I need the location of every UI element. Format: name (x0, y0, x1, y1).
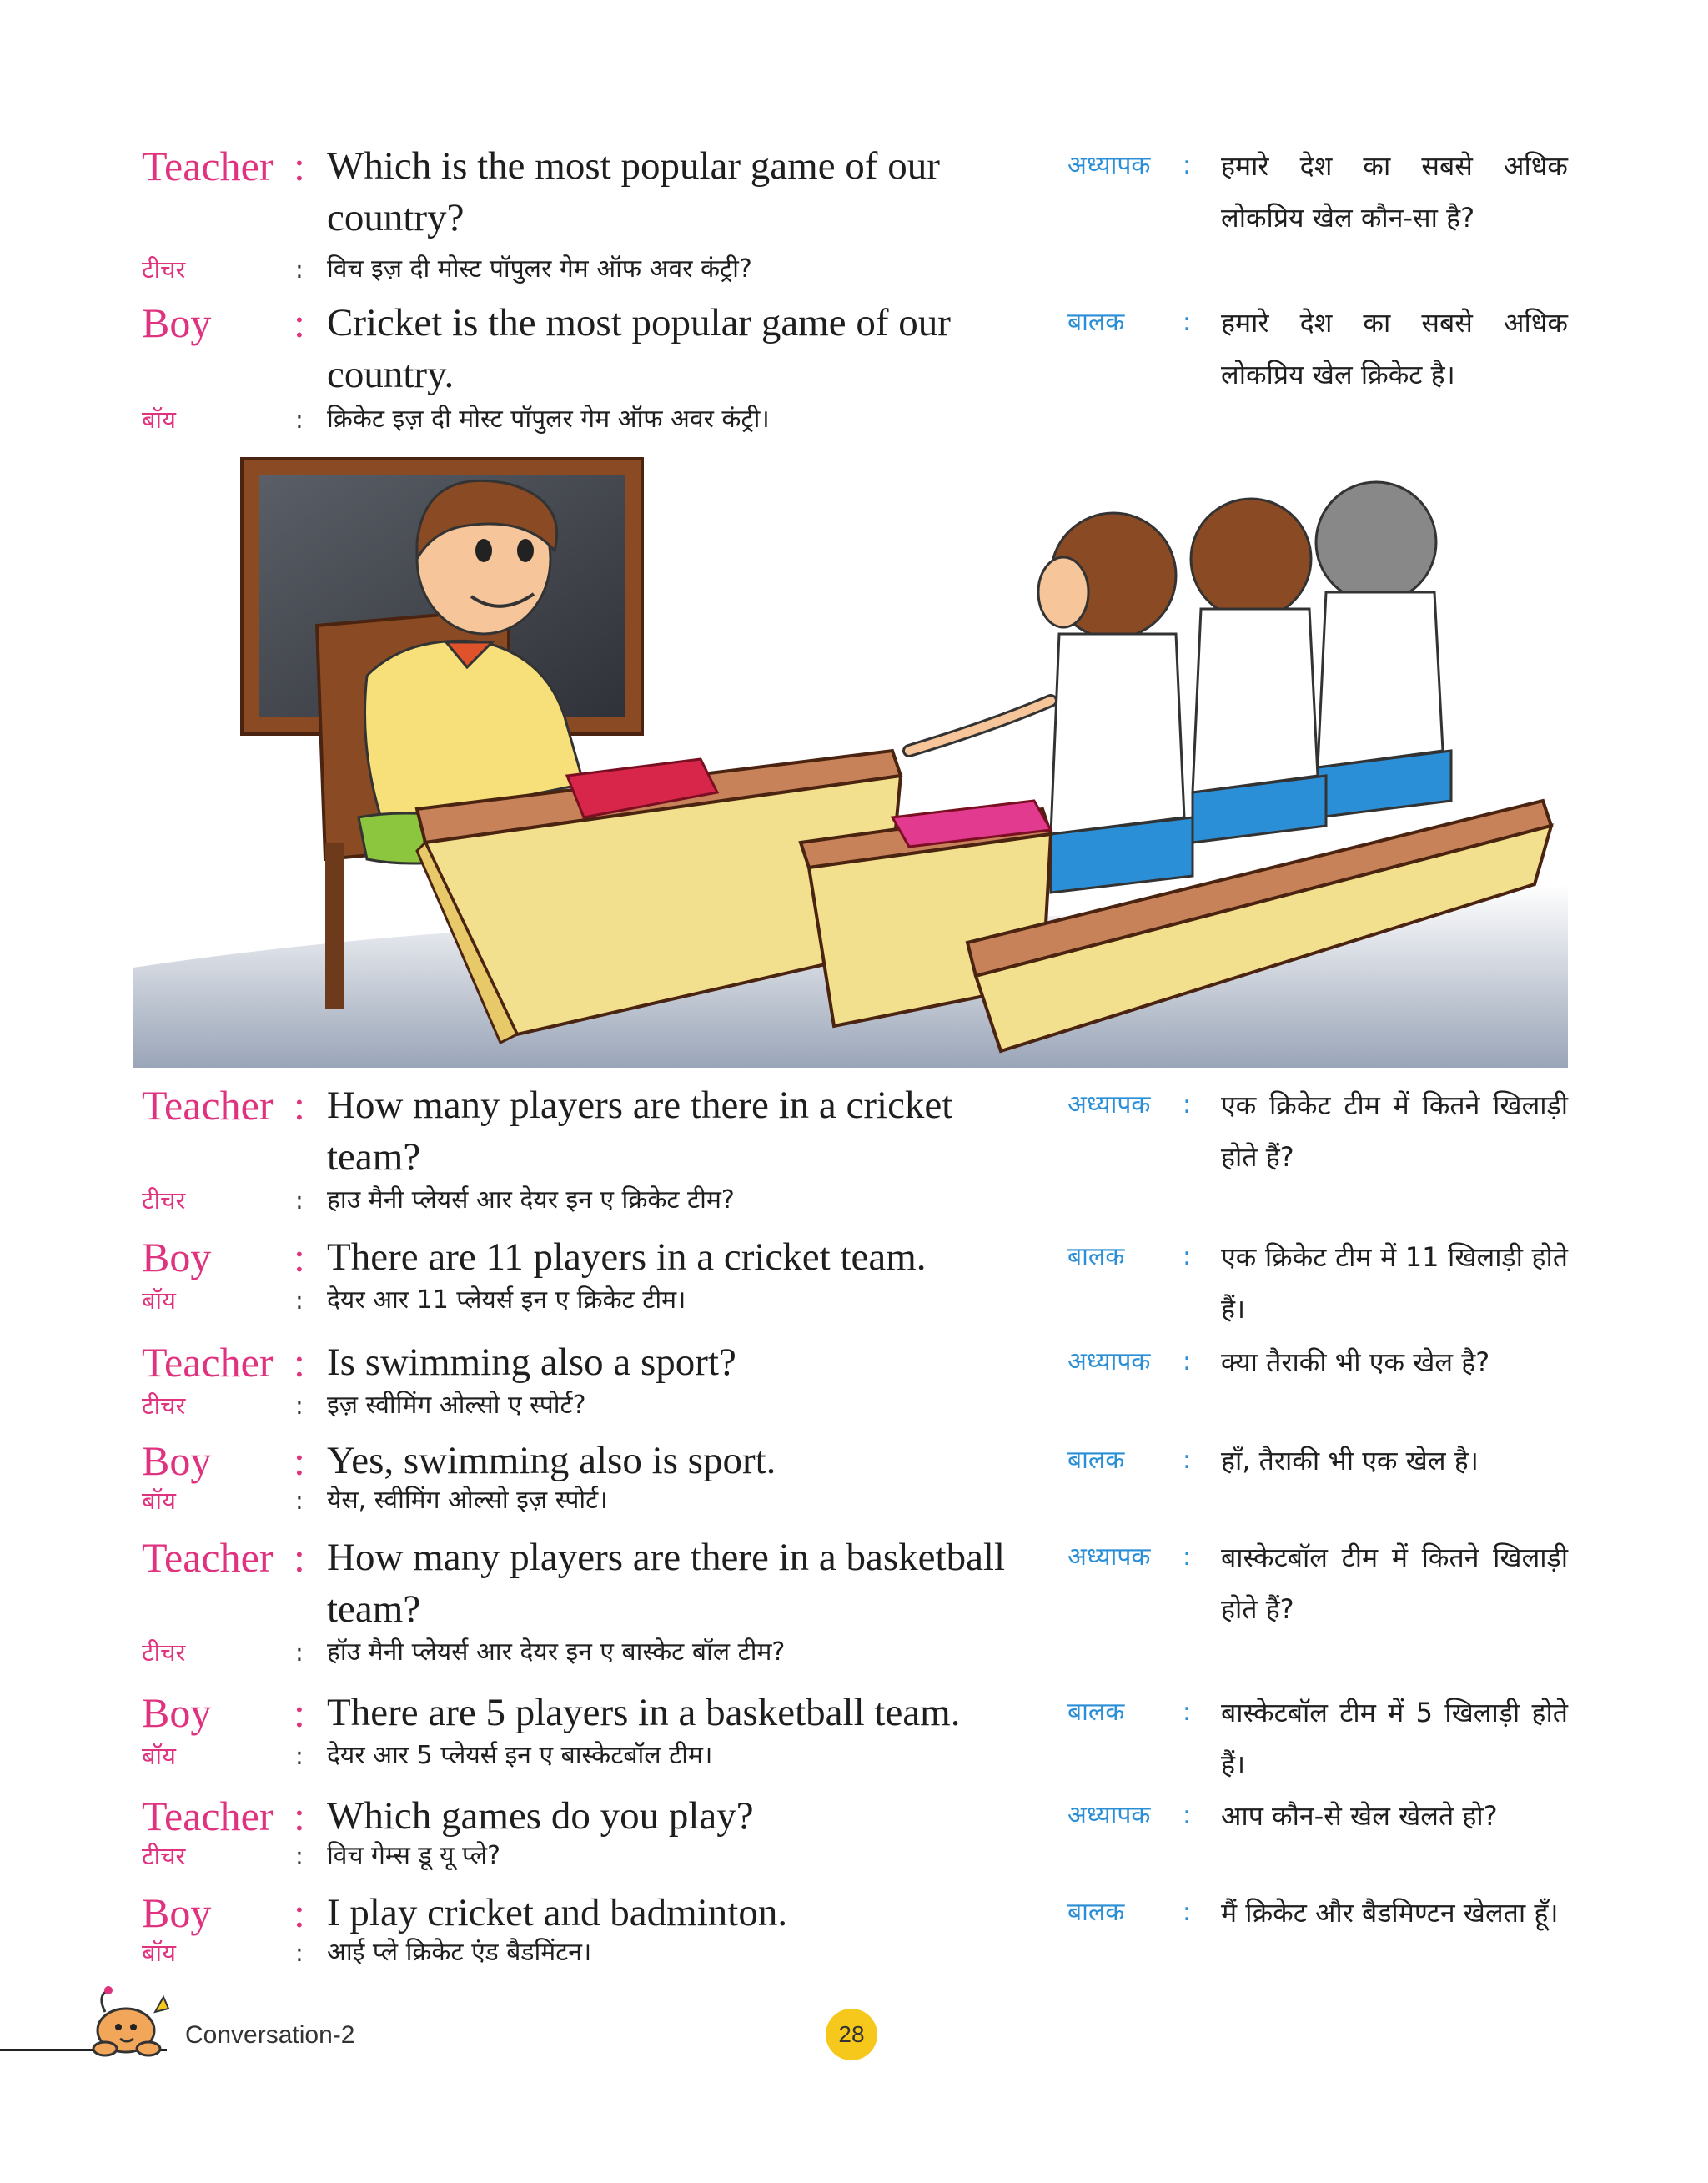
hindi-speaker-label: टीचर (142, 1391, 186, 1420)
hindi-translation: हमारे देश का सबसे अधिक लोकप्रिय खेल कौन-सा है? (1221, 150, 1568, 234)
hindi-speaker-label: टीचर (142, 1842, 186, 1870)
colon: : (294, 1339, 305, 1386)
speaker-label: Boy (142, 299, 212, 346)
speaker-label: Teacher (142, 1534, 274, 1581)
transliteration-line: देयर आर 5 प्लेयर्स इन ए बास्केटबॉल टीम। (327, 1741, 713, 1770)
footer-chapter-title: Conversation-2 (185, 2021, 355, 2049)
colon: : (294, 1889, 305, 1936)
right-speaker-label: अध्यापक (1068, 1801, 1151, 1830)
colon: : (294, 1534, 305, 1581)
speaker-label: Teacher (142, 1339, 274, 1386)
colon: : (294, 1793, 305, 1839)
colon: : (295, 1391, 304, 1420)
colon: : (295, 405, 304, 434)
transliteration-line: विच गेम्स डू यू प्ले? (327, 1841, 501, 1870)
colon: : (1183, 1242, 1192, 1271)
hindi-translation: एक क्रिकेट टीम में कितने खिलाड़ी होते हैं? (1221, 1089, 1568, 1173)
right-speaker-label: अध्यापक (1068, 1090, 1151, 1119)
hindi-translation: मैं क्रिकेट और बैडमिण्टन खेलता हूँ। (1221, 1897, 1559, 1929)
hindi-translation: बास्केटबॉल टीम में कितने खिलाड़ी होते हैं? (1221, 1542, 1568, 1625)
colon: : (295, 1742, 304, 1770)
right-speaker-label: बालक (1068, 1242, 1125, 1271)
english-line: There are 11 players in a cricket team. (327, 1235, 927, 1279)
transliteration-line: हाउ मैनी प्लेयर्स आर देयर इन ए क्रिकेट टीम? (327, 1185, 735, 1215)
hindi-translation: हाँ, तैराकी भी एक खेल है। (1221, 1445, 1479, 1476)
hindi-speaker-label: बॉय (142, 405, 176, 434)
hindi-translation: हमारे देश का सबसे अधिक लोकप्रिय खेल क्रिकेट है। (1221, 307, 1568, 390)
english-line: Which is the most popular game of our country? (327, 144, 940, 239)
colon: : (295, 1638, 304, 1667)
right-speaker-label: अध्यापक (1068, 1542, 1151, 1572)
speaker-label: Boy (142, 1234, 212, 1280)
right-speaker-label: बालक (1068, 308, 1125, 337)
colon: : (1183, 308, 1192, 337)
colon: : (294, 1689, 305, 1736)
transliteration-line: येस, स्वीमिंग ओल्सो इज़ स्पोर्ट। (327, 1486, 608, 1515)
colon: : (295, 255, 304, 284)
transliteration-line: इज़ स्वीमिंग ओल्सो ए स्पोर्ट? (327, 1391, 586, 1420)
hindi-translation: बास्केटबॉल टीम में 5 खिलाड़ी होते हैं। (1221, 1697, 1568, 1780)
right-speaker-label: अध्यापक (1068, 151, 1151, 180)
hindi-speaker-label: बॉय (142, 1939, 176, 1967)
hindi-speaker-label: बॉय (142, 1486, 176, 1515)
hindi-speaker-label: टीचर (142, 255, 186, 284)
colon: : (295, 1939, 304, 1967)
english-line: How many players are there in a cricket team? (327, 1084, 953, 1179)
mascot-icon (80, 1979, 180, 2062)
colon: : (294, 1082, 305, 1129)
hindi-speaker-label: टीचर (142, 1638, 186, 1667)
transliteration-line: हॉउ मैनी प्लेयर्स आर देयर इन ए बास्केट बॉल टीम? (327, 1637, 786, 1667)
english-line: How many players are there in a basketball team? (327, 1536, 1006, 1631)
english-line: I play cricket and badminton. (327, 1891, 788, 1934)
colon: : (1183, 1698, 1192, 1727)
colon: : (295, 1842, 304, 1870)
colon: : (1183, 1898, 1192, 1927)
english-line: There are 5 players in a basketball team. (327, 1691, 961, 1734)
page-number-badge: 28 (826, 2009, 877, 2060)
transliteration-line: क्रिकेट इज़ दी मोस्ट पॉपुलर गेम ऑफ अवर कंट्री। (327, 405, 770, 434)
hindi-translation: एक क्रिकेट टीम में 11 खिलाड़ी होते हैं। (1221, 1241, 1568, 1325)
transliteration-line: विच इज़ दी मोस्ट पॉपुलर गेम ऑफ अवर कंट्री? (327, 254, 752, 284)
colon: : (294, 143, 305, 189)
colon: : (1183, 1542, 1192, 1572)
colon: : (294, 299, 305, 346)
hindi-translation: क्या तैराकी भी एक खेल है? (1221, 1346, 1490, 1378)
transliteration-line: आई प्ले क्रिकेट एंड बैडमिंटन। (327, 1938, 592, 1967)
right-speaker-label: बालक (1068, 1446, 1125, 1475)
colon: : (295, 1186, 304, 1215)
colon: : (1183, 151, 1192, 180)
colon: : (295, 1286, 304, 1315)
hindi-speaker-label: टीचर (142, 1186, 186, 1215)
classroom-illustration (133, 450, 1568, 1068)
speaker-label: Boy (142, 1889, 212, 1936)
colon: : (294, 1234, 305, 1280)
right-speaker-label: बालक (1068, 1698, 1125, 1727)
speaker-label: Teacher (142, 1793, 274, 1839)
english-line: Cricket is the most popular game of our country. (327, 301, 951, 396)
speaker-label: Teacher (142, 1082, 274, 1129)
english-line: Yes, swimming also is sport. (327, 1439, 776, 1482)
speaker-label: Boy (142, 1689, 212, 1736)
colon: : (295, 1486, 304, 1515)
right-speaker-label: बालक (1068, 1898, 1125, 1927)
colon: : (1183, 1347, 1192, 1376)
colon: : (1183, 1090, 1192, 1119)
colon: : (1183, 1801, 1192, 1830)
english-line: Which games do you play? (327, 1794, 754, 1838)
right-speaker-label: अध्यापक (1068, 1347, 1151, 1376)
transliteration-line: देयर आर 11 प्लेयर्स इन ए क्रिकेट टीम। (327, 1285, 686, 1315)
colon: : (1183, 1446, 1192, 1475)
hindi-speaker-label: बॉय (142, 1742, 176, 1770)
speaker-label: Teacher (142, 143, 274, 189)
hindi-translation: आप कौन-से खेल खेलते हो? (1221, 1800, 1498, 1832)
hindi-speaker-label: बॉय (142, 1286, 176, 1315)
colon: : (294, 1437, 305, 1484)
speaker-label: Boy (142, 1437, 212, 1484)
english-line: Is swimming also a sport? (327, 1340, 736, 1384)
